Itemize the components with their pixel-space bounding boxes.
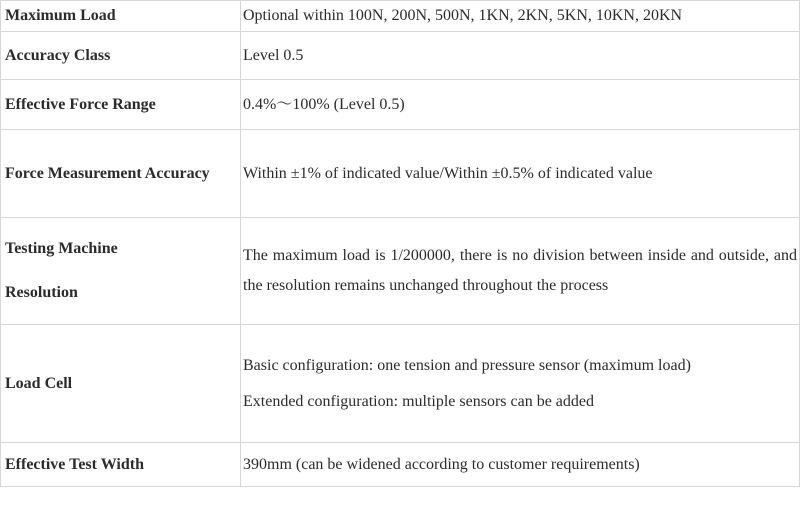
spec-value-effective-test-width <box>241 443 800 487</box>
spec-value-maximum-load <box>241 1 800 32</box>
table-row <box>1 32 800 80</box>
spec-value-testing-machine-resolution <box>241 218 800 325</box>
table-row <box>1 80 800 130</box>
spec-label-maximum-load: Maximum Load <box>1 1 241 32</box>
spec-value-text: Basic configuration: one tension and pressure sensor (maximum load) <box>243 356 691 374</box>
spec-value-force-measurement-accuracy <box>241 130 800 218</box>
spec-label-effective-force-range: Effective Force Range <box>1 80 241 130</box>
spec-label-accuracy-class: Accuracy Class <box>1 32 241 80</box>
spec-label-load-cell: Load Cell <box>1 325 241 443</box>
spec-value-text: Within ±1% of indicated value/Within ±0.5% of indicated value <box>243 164 653 182</box>
spec-value-text: Optional within 100N, 200N, 500N, 1KN, 2KN, 5KN, 10KN, 20KN <box>243 7 683 24</box>
spec-value-accuracy-class <box>241 32 800 80</box>
spec-value-text: Level 0.5 <box>243 46 304 64</box>
table-row <box>1 218 800 325</box>
spec-value-text: Extended configuration: multiple sensors can be added <box>243 392 595 410</box>
spec-label-effective-test-width: Effective Test Width <box>1 443 241 487</box>
table-row <box>1 443 800 487</box>
table-row <box>1 1 800 32</box>
spec-value-effective-force-range <box>241 80 800 130</box>
spec-label-testing-machine-resolution: Testing Machine Resolution <box>1 218 241 325</box>
spec-value-text: The maximum load is 1/200000, there is no division between inside and outside, and the resolution remains unchanged throughout the process <box>243 247 797 294</box>
table-row <box>1 325 800 443</box>
spec-value-text: 390mm (can be widened according to customer requirements) <box>243 455 640 473</box>
table-row <box>1 130 800 218</box>
spec-label-force-measurement-accuracy: Force Measurement Accuracy <box>1 130 241 218</box>
spec-value-text: 0.4%～100% (Level 0.5) <box>243 95 405 113</box>
spec-value-load-cell <box>241 325 800 443</box>
